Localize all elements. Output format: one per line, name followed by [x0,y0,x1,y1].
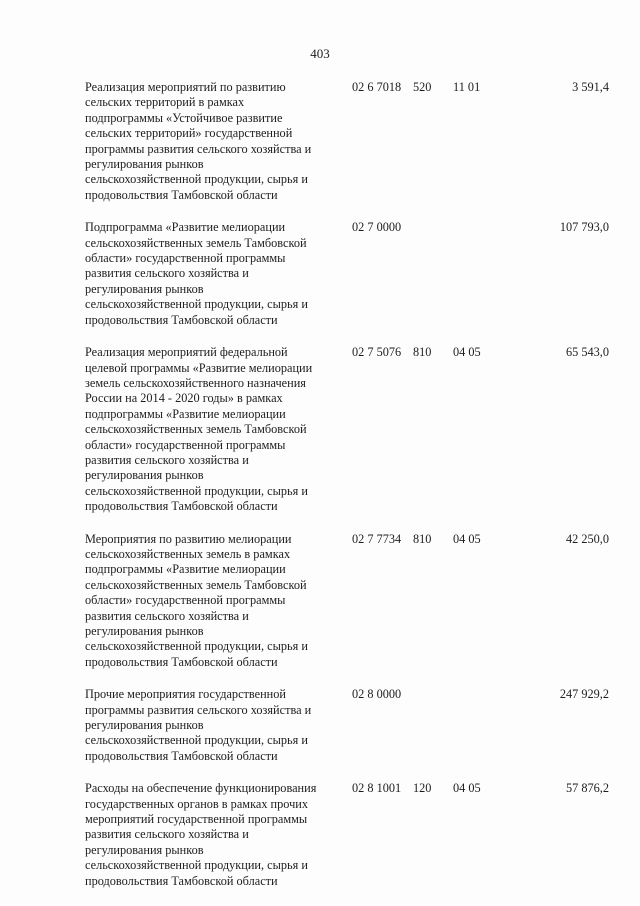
description-line: мероприятий государственной программы [85,812,308,827]
description-line: сельскохозяйственной продукции, сырья и [85,733,308,748]
description-line: области» государственной программы [85,593,286,608]
amount: 42 250,0 [565,531,609,546]
description-line: подпрограммы «Развитие мелиорации [85,406,286,421]
expense-type-code: 120 [413,781,432,796]
amount: 3 591,4 [572,80,609,94]
description-line: Подпрограмма «Развитие мелиорации [85,220,286,235]
description-line: России на 2014 - 2020 годы» в рамках [85,391,283,406]
description-line: регулирования рынков [85,157,204,172]
expense-type-code: 810 [413,531,432,546]
description-line: Реализация мероприятий по развитию [85,80,286,94]
description-line: сельских территорий в рамках [85,95,245,110]
description-line: развития сельского хозяйства и [85,827,249,842]
row-description [85,220,347,328]
description-line: программы развития сельского хозяйства и [85,141,312,156]
amount: 57 876,2 [565,781,609,796]
description-line: области» государственной программы [85,251,286,266]
target-article-code: 02 8 0000 [352,687,402,702]
description-line: сельскохозяйственной продукции, сырья и [85,297,308,312]
description-line: Прочие мероприятия государственной [85,687,286,702]
budget-table [0,80,640,906]
table-row [0,781,640,889]
target-article-code: 02 7 5076 [352,345,402,360]
description-line: области» государственной программы [85,437,286,452]
target-article-code: 02 8 1001 [352,781,402,796]
description-line: продовольствия Тамбовской области [85,748,278,763]
description-line: развития сельского хозяйства и [85,266,249,281]
row-description [85,781,347,889]
amount: 107 793,0 [559,220,609,235]
description-line: Расходы на обеспечение функционирования [85,781,317,796]
description-line: Мероприятия по развитию мелиорации [85,531,292,546]
target-article-code: 02 7 7734 [352,531,402,546]
table-row [0,687,640,764]
description-line: сельскохозяйственной продукции, сырья и [85,858,308,873]
description-line: развития сельского хозяйства и [85,608,249,623]
description-line: государственных органов в рамках прочих [85,796,309,811]
description-line: Реализация мероприятий федеральной [85,345,288,360]
section-code: 04 05 [453,345,481,360]
description-line: земель сельскохозяйственного назначения [85,375,306,390]
description-line: сельскохозяйственной продукции, сырья и [85,172,308,187]
description-line: сельскохозяйственной продукции, сырья и [85,483,308,498]
description-line: сельскохозяйственных земель Тамбовской [85,422,307,437]
description-line: подпрограммы «Развитие мелиорации [85,562,286,577]
target-article-code: 02 7 0000 [352,220,402,235]
description-line: сельскохозяйственной продукции, сырья и [85,639,308,654]
description-line: продовольствия Тамбовской области [85,312,278,327]
table-row [0,80,640,203]
description-line: регулирования рынков [85,468,204,483]
description-line: продовольствия Тамбовской области [85,654,278,669]
description-line: сельскохозяйственных земель Тамбовской [85,577,307,592]
description-line: продовольствия Тамбовской области [85,187,278,202]
section-code: 11 01 [453,80,481,94]
section-code: 04 05 [453,781,481,796]
description-line: программы развития сельского хозяйства и [85,702,312,717]
expense-type-code: 520 [413,80,432,94]
description-line: сельскохозяйственных земель в рамках [85,546,291,561]
expense-type-code: 810 [413,345,432,360]
page-number: 403 [310,46,330,61]
description-line: сельских территорий» государственной [85,126,293,141]
description-line: регулирования рынков [85,624,204,638]
row-description [85,345,347,514]
description-line: подпрограммы «Устойчивое развитие [85,110,283,125]
description-line: регулирования рынков [85,281,204,296]
description-line: продовольствия Тамбовской области [85,873,278,888]
target-article-code: 02 6 7018 [352,80,402,94]
table-row [0,532,640,671]
row-description [85,532,347,671]
amount: 247 929,2 [559,687,609,702]
description-line: целевой программы «Развитие мелиорации [85,360,313,375]
description-line: сельскохозяйственных земель Тамбовской [85,235,307,250]
table-row [0,220,640,328]
row-description [85,80,347,203]
section-code: 04 05 [453,531,481,546]
description-line: регулирования рынков [85,842,204,857]
table-row [0,345,640,514]
amount: 65 543,0 [565,345,609,360]
description-line: продовольствия Тамбовской области [85,499,278,514]
description-line: развития сельского хозяйства и [85,452,249,467]
description-line: регулирования рынков [85,718,204,733]
row-description [85,687,347,764]
